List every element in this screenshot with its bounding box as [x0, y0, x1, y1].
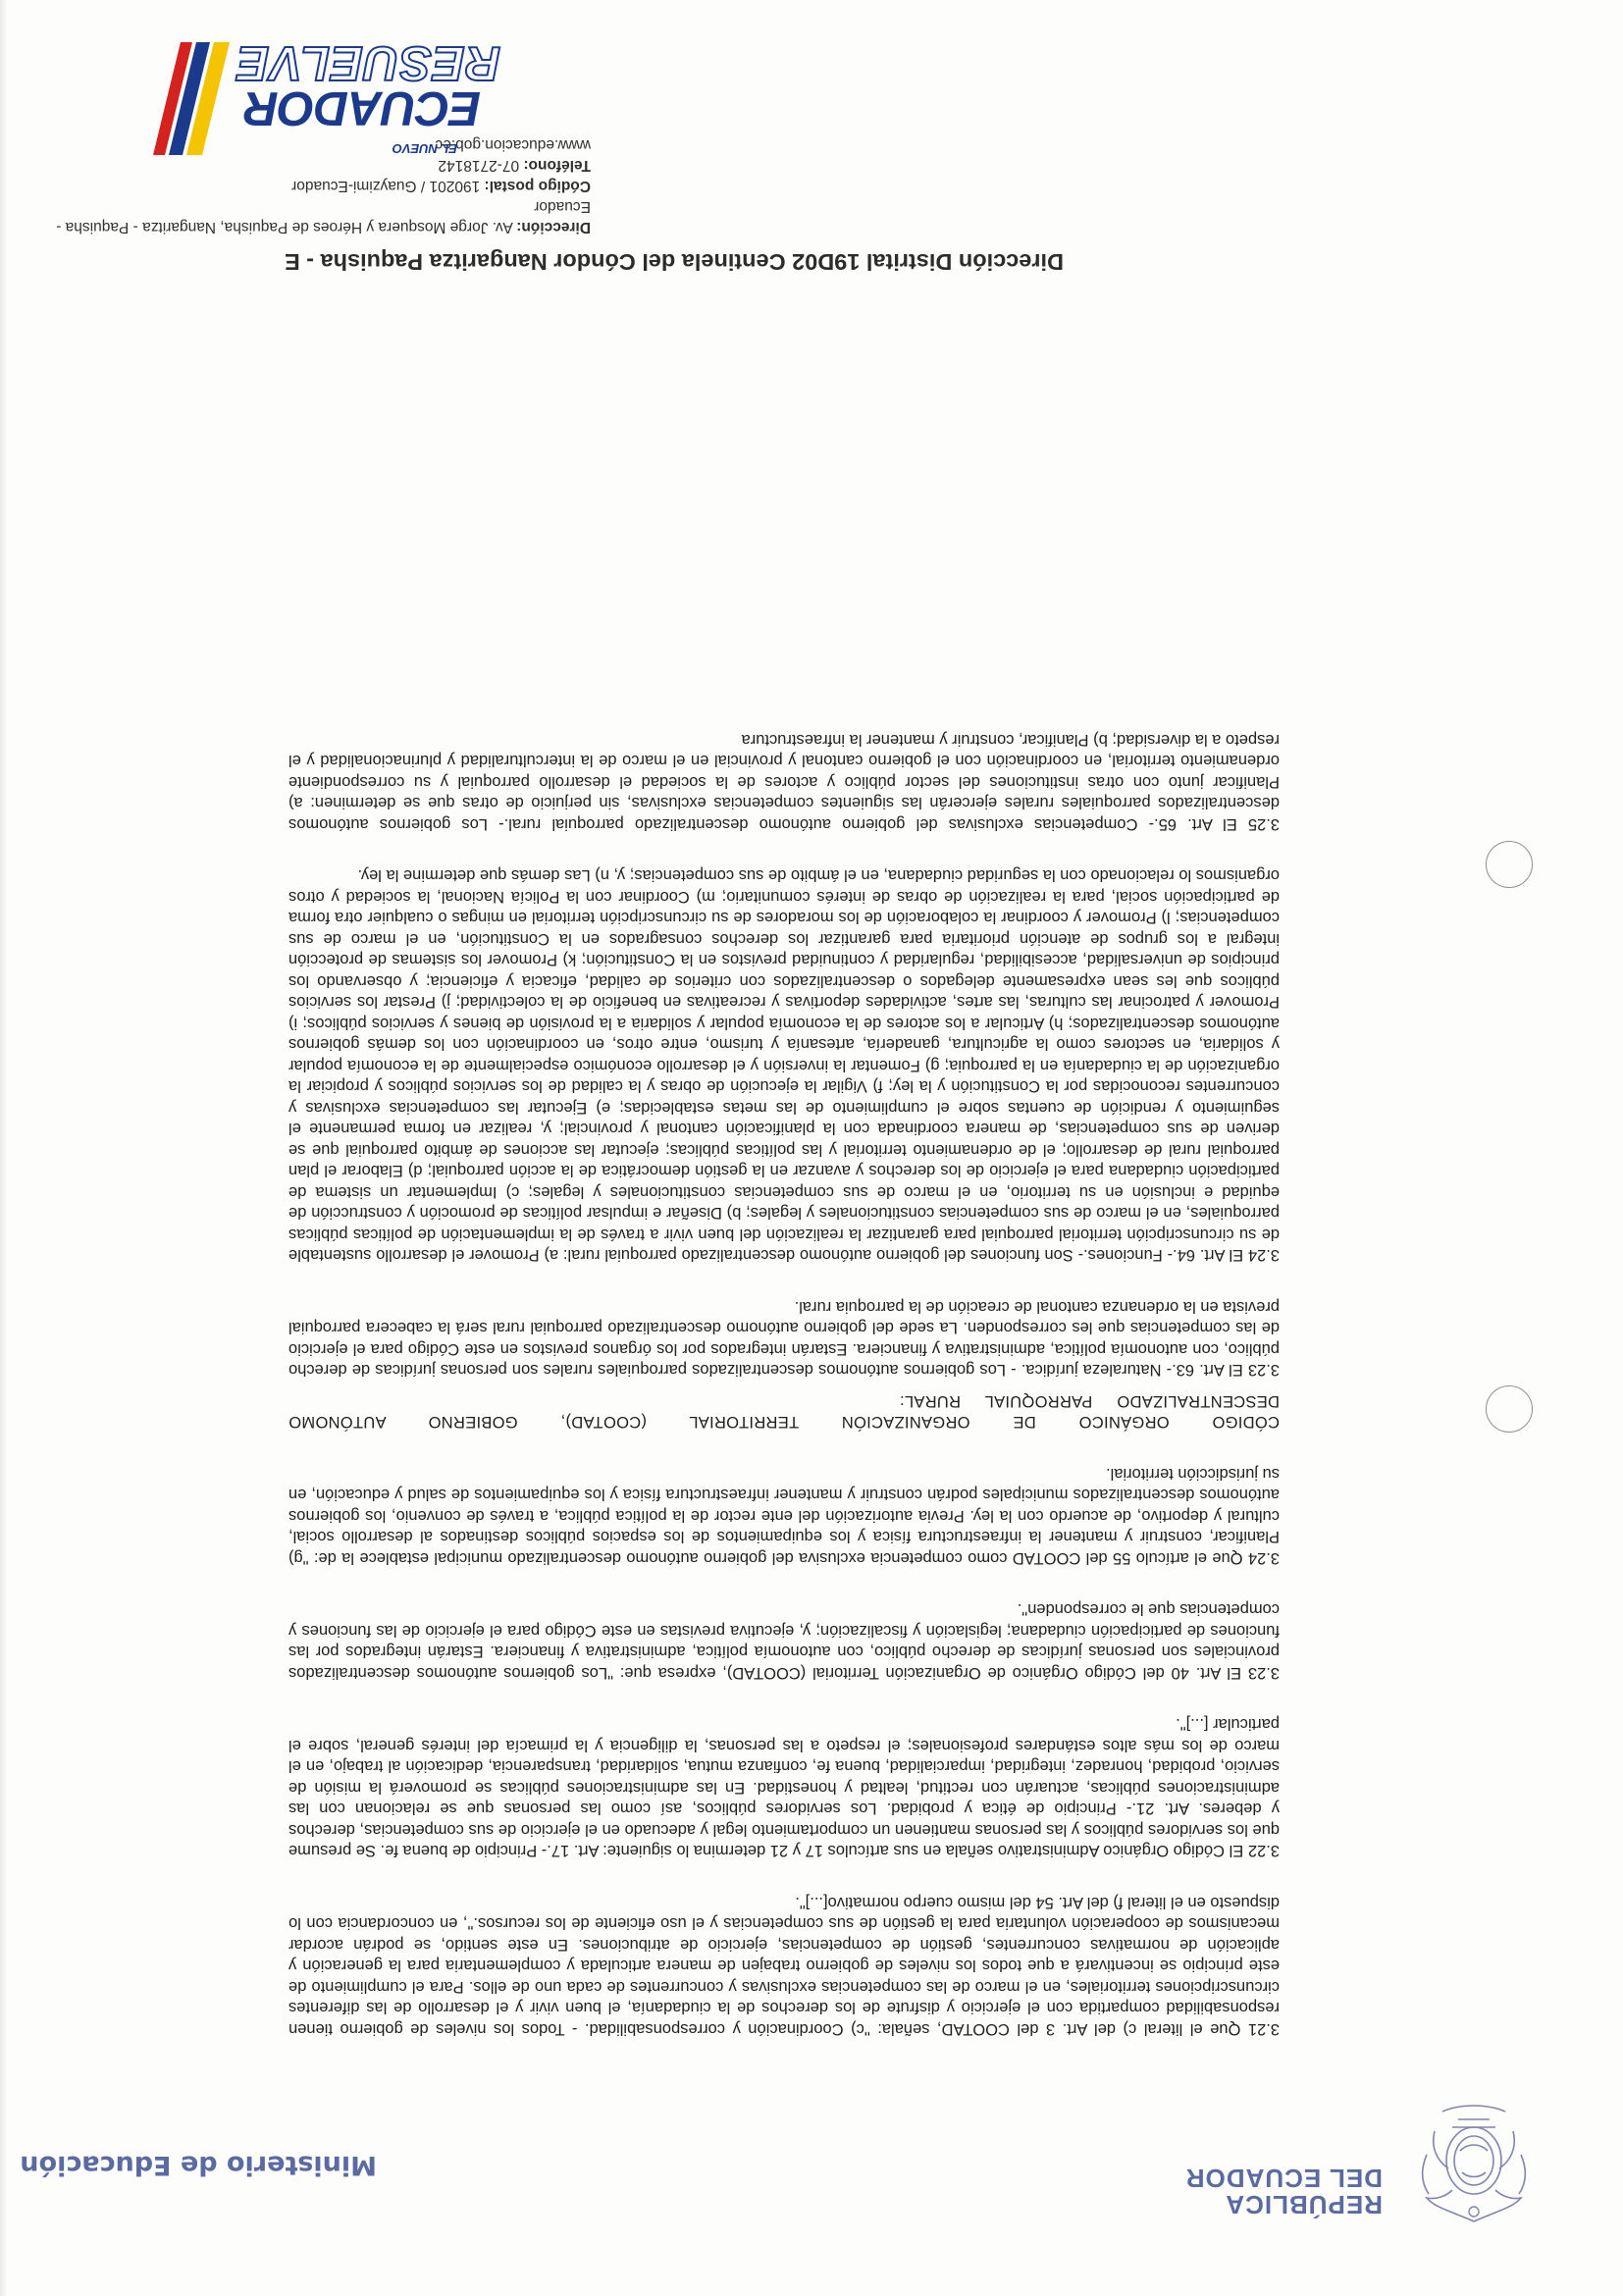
- republica-del-ecuador-label: [1185, 2165, 1383, 2218]
- address-line: [0, 196, 591, 237]
- ecuador-coat-of-arms-icon: [1412, 2097, 1535, 2229]
- page-footer: [0, 0, 1623, 275]
- logo-resuelve-text: RESUELVE: [236, 36, 500, 89]
- paragraph-3-23-art-40: 3.23 El Art. 40 del Código Orgánico de Organización Territorial (COOTAD), expresa que: "Los gobiernos autónomos descentralizados provinciales son personas jurídicas de derecho público, con autonomía política, administrativa y financiera. Estarán integrados por las funciones de participación ciudadana; legislación y fiscalización; y, ejecutiva previstas en este Código para el ejercicio de las funciones y competencias que le corresponden".: [288, 1600, 1280, 1682]
- page-edge-shadow: [0, 0, 6, 2296]
- paragraph-3-24-art-55: 3.24 Que el artículo 55 del COOTAD como competencia exclusiva del gobierno autónomo descentralizado municipal establece la de: "g) Planificar, construir y mantener la infraestructura física y los equipamientos de los espacios públicos destinados al desarrollo social, cultural y deportivo, de acuerdo con la ley. Previa autorización del ente rector de la política pública, a través de convenio, los gobiernos autónomos descentralizados municipales podrán construir y mantener infraestructura física y los equipamientos de salud y educación, en su jurisdicción territorial.: [288, 1465, 1280, 1567]
- postal-code-line: [0, 176, 591, 196]
- paragraph-3-24-art-64: 3.24 El Art. 64.- Funciones.- Son funciones del gobierno autónomo descentralizado parroquial rural: a) Promover el desarrollo sustentable de su circunscripción territorial parroquial para garantizar la realización del buen vivir a través de la implementación de políticas públicas parroquiales, en el marco de sus competencias constitucionales y legales; b) Diseñar e impulsar políticas de promoción y construcción de equidad e inclusión en su territorio, en el marco de sus competencias constitucionales y legales; c) Implementar un sistema de participación ciudadana para el ejercicio de los derechos y avanzar en la gestión democrática de la acción parroquial; d) Elaborar el plan parroquial rural de desarrollo; el de ordenamiento territorial y las políticas públicas; ejecutar las acciones de ámbito parroquial que se deriven de sus competencias, de manera coordinada con la planificación cantonal y provincial; y, realizar en forma permanente el seguimiento y rendición de cuentas sobre el cumplimiento de las metas establecidas; e) Ejecutar las competencias exclusivas y concurrentes reconocidas por la Constitución y la ley; f) Vigilar la ejecución de obras y la calidad de los servicios públicos y propiciar la organización de la ciudadanía en la parroquia; g) Fomentar la inversión y el desarrollo económico especialmente de la economía popular y solidaria, en sectores como la agricultura, ganadería, artesanía y turismo, entre otros, en coordinación con los demás gobiernos autónomos descentralizados; h) Articular a los actores de la economía popular y solidaria a la provisión de bienes y servicios públicos; i) Promover y patrocinar las culturas, las artes, actividades deportivas y recreativas en beneficio de la colectividad; j) Prestar los servicios públicos que les sean expresamente delegados o descentralizados con criterios de calidad, eficacia y eficiencia; y observando los principios de universalidad, accesibilidad, regularidad y continuidad previstos en la Constitución; k) Promover los sistemas de protección integral a los grupos de atención prioritaria para garantizar los derechos consagrados en la Constitución, en el marco de sus competencias; l) Promover y coordinar la colaboración de los moradores de su circunscripción territorial en mingas o cualquier otra forma de participación social, para la realización de obras de interés comunitario; m) Coordinar con la Policía Nacional, la sociedad y otros organismos lo relacionado con la seguridad ciudadana, en el ámbito de sus competencias; y, n) Las demás que determine la ley.: [288, 866, 1280, 1265]
- del-ecuador-line: DEL ECUADOR: [1184, 2164, 1383, 2193]
- phone-value: 07-2718142: [438, 157, 520, 174]
- logo-el-nuevo-text: EL NUEVO: [392, 141, 457, 156]
- logo-ecuador-text: ECUADOR: [244, 81, 481, 134]
- republica-line: REPÚBLICA: [1225, 2190, 1383, 2219]
- ministerio-label: Ministerio de Educación: [20, 2150, 377, 2180]
- district-office-title: Dirección Distrital 19D02 Centinela del Cóndor Nangaritza Paquisha - E: [285, 249, 1064, 275]
- punch-hole: [1486, 1385, 1533, 1433]
- paragraph-3-23-art-63: 3.23 El Art. 63.- Naturaleza jurídica. - Los gobiernos autónomos descentralizados parroquiales rurales son personas jurídicas de derecho público, con autonomía política, administrativa y financiera. Estarán integrados por los órganos previstos en este Código para el ejercicio de las competencias que les corresponden. La sede del gobierno autónomo descentralizado parroquial rural será la cabecera parroquial prevista en la ordenanza cantonal de creación de la parroquia rural.: [288, 1298, 1280, 1380]
- address-label: Dirección:: [516, 219, 591, 235]
- website-line: www.educacion.gob.ec: [435, 136, 591, 153]
- page-header: [0, 2051, 1623, 2296]
- punch-hole: [1486, 841, 1533, 888]
- section-heading: CÓDIGO ORGÁNICO DE ORGANIZACIÓN TERRITORIAL (COOTAD), GOBIERNO AUTÓNOMO DESCENTRALIZADO PARROQUIAL RURAL:: [288, 1392, 1280, 1432]
- logo-tricolor-stripes-icon: [153, 42, 232, 155]
- postal-code-label: Código postal:: [484, 178, 591, 194]
- document-body: [288, 699, 1280, 2040]
- phone-label: Teléfono:: [523, 157, 591, 174]
- el-nuevo-ecuador-resuelve-logo: [151, 36, 504, 159]
- paragraph-3-21: 3.21 Que el literal c) del Art. 3 del COOTAD, señala: "c) Coordinación y corresponsabilidad. - Todos los niveles de gobierno tienen responsabilidad compartida con el ejercicio y disfrute de los derechos de la ciudadanía, el buen vivir y el desarrollo de las diferentes circunscripciones territoriales, en el marco de las competencias exclusivas y concurrentes de cada uno de ellos. Para el cumplimiento de este principio se incentivará a que todos los niveles de gobierno trabajen de manera articulada y complementaria para la generación y aplicación de normativas concurrentes, gestión de competencias, ejercicio de atribuciones. En este sentido, se podrán acordar mecanismos de cooperación voluntaria para la gestión de sus competencias y el uso eficiente de los recursos.", en concordancia con lo dispuesto en el literal f) del Art. 54 del mismo cuerpo normativo[...]".: [288, 1894, 1280, 2038]
- paragraph-3-22: 3.22 El Código Orgánico Administrativo señala en sus artículos 17 y 21 determina lo siguiente: Art. 17.- Principio de buena fe. Se presume que los servidores públicos y las personas mantienen un comportamiento legal y adecuado en el ejercicio de sus competencias, derechos y deberes. Art. 21.- Principio de ética y probidad. Los servidores públicos, así como las personas que se relacionan con las administraciones públicas, actuarán con rectitud, lealtad y honestidad. En las administraciones públicas se promoverá la misión de servicio, probidad, honradez, integridad, imparcialidad, buena fe, confianza mutua, solidaridad, transparencia, dedicación al trabajo, en el marco de los más altos estándares profesionales; el respeto a las personas, la diligencia y la primacía del interés general, sobre el particular [...]".: [288, 1715, 1280, 1860]
- address-value: Av. Jorge Mosquera y Héroes de Paquisha, Nangaritza - Paquisha - Ecuador: [56, 198, 591, 235]
- paragraph-3-25-art-65: 3.25 El Art. 65.- Competencias exclusivas del gobierno autónomo descentralizado parroquial rural.- Los gobiernos autónomos descentralizados parroquiales rurales ejercerán las siguientes competencias exclusivas, sin perjuicio de otras que se determinen: a) Planificar junto con otras instituciones del sector público y actores de la sociedad el desarrollo parroquial y su correspondiente ordenamiento territorial, en coordinación con el gobierno cantonal y provincial en el marco de la interculturalidad y plurinacionalidad y el respeto a la diversidad; b) Planificar, construir y mantener la infraestructura: [288, 731, 1280, 833]
- postal-code-value: 190201 / Guayzimi-Ecuador: [291, 178, 481, 194]
